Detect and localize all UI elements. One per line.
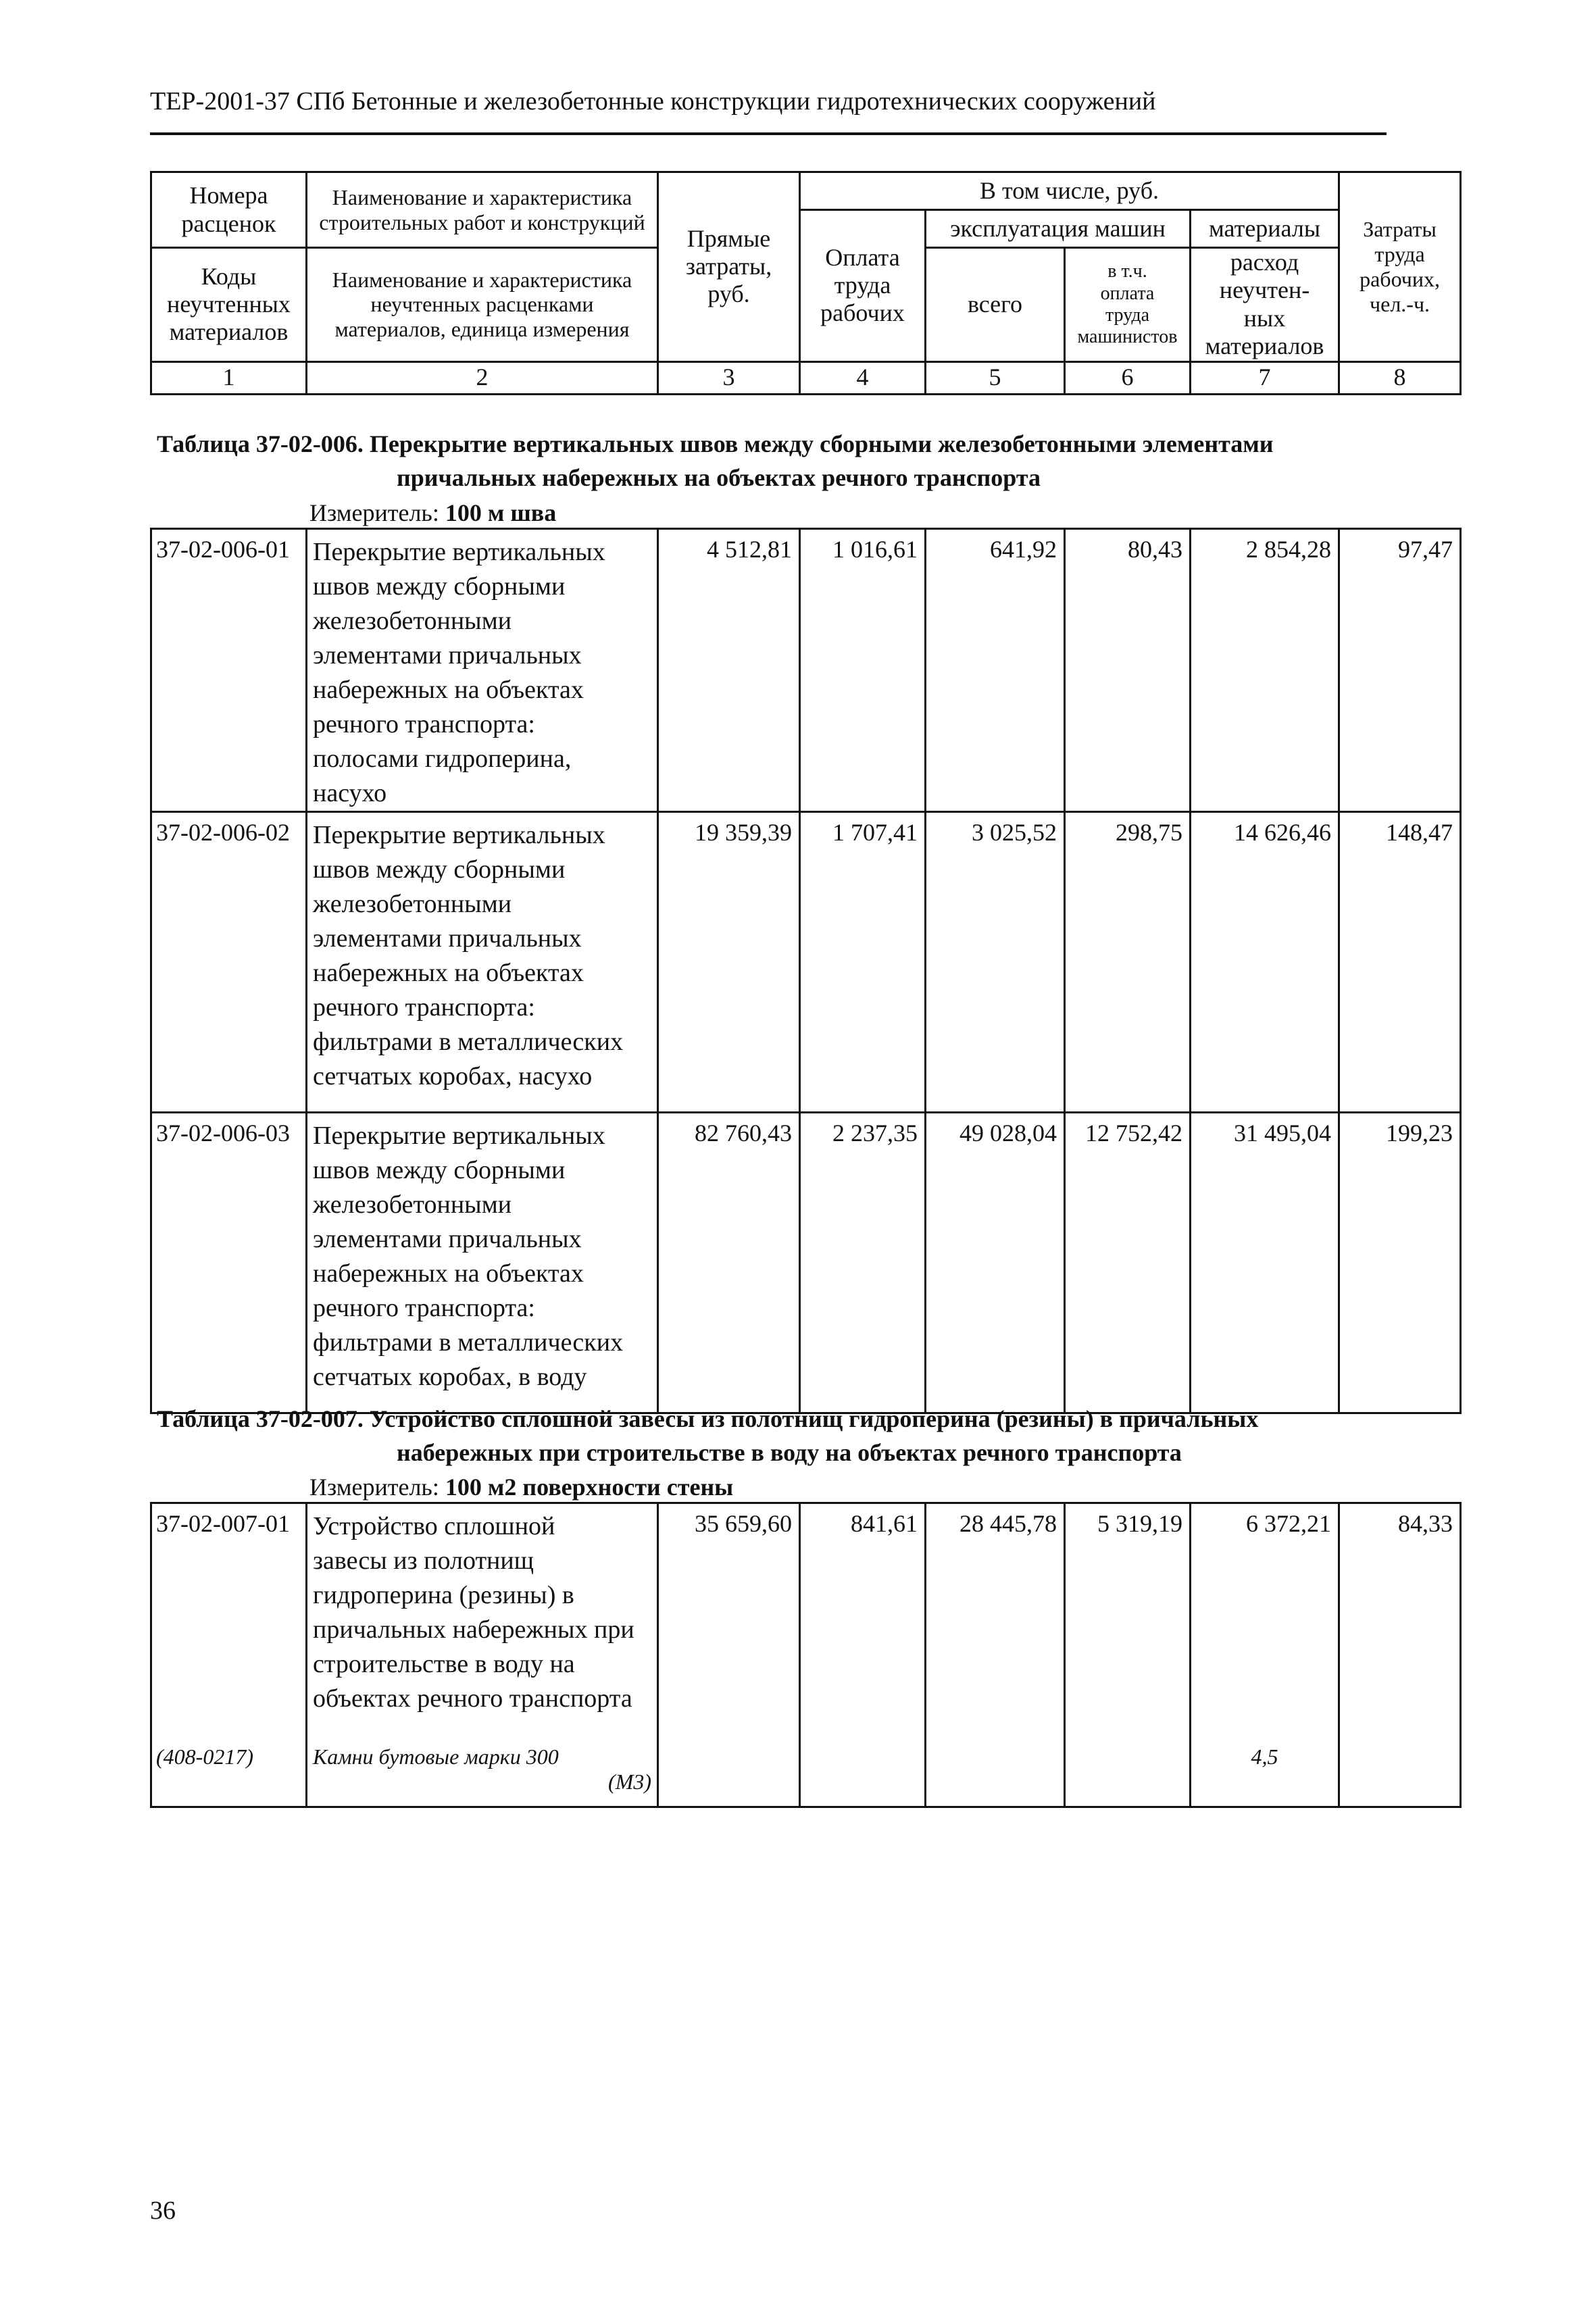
column-number: 6 [1065,361,1191,394]
rate-code: 37-02-007-01 [151,1503,307,1740]
materials-cost: 31 495,04 [1191,1113,1339,1413]
machines-cost: 49 028,04 [926,1113,1065,1413]
col7-header: расход неучтен- ных материалов [1191,248,1339,362]
rate-description: Перекрытие вертикальных швов между сборными железобетонными элементами причальных набережных на объектах речного транспорта: фильтрами в металлических сетчатых коробах, насухо [307,812,658,1113]
rate-code: 37-02-006-03 [151,1113,307,1413]
labor-cost: 841,61 [800,1503,926,1740]
col1-bottom-header: Коды неучтенных материалов [151,248,307,362]
machinists-cost: 12 752,42 [1065,1113,1191,1413]
direct-cost: 4 512,81 [658,529,800,812]
machines-cost: 28 445,78 [926,1503,1065,1740]
labor-hours: 84,33 [1339,1503,1461,1740]
column-number: 8 [1339,361,1461,394]
material-code: (408-0217) [151,1739,307,1807]
caption-line: причальных набережных на объектах речного транспорта [397,464,1041,491]
machinists-cost: 298,75 [1065,812,1191,1113]
page-number: 36 [150,2196,176,2225]
table-006 [150,528,1462,1414]
labor-cost: 1 016,61 [800,529,926,812]
caption-line: Таблица 37-02-007. Устройство сплошной завесы из полотнищ гидроперина (резины) в причальных [157,1405,1259,1432]
header-rule [150,132,1387,135]
caption-line: Таблица 37-02-006. Перекрытие вертикальных швов между сборными железобетонными элементами [157,430,1274,457]
caption-line: набережных при строительстве в воду на объектах речного транспорта [397,1439,1182,1466]
table-row [151,529,1461,812]
empty-cell [658,1739,800,1807]
empty-cell [1065,1739,1191,1807]
direct-cost: 19 359,39 [658,812,800,1113]
material-row [151,1739,1461,1807]
materials-header: материалы [1191,210,1339,248]
machinists-cost: 80,43 [1065,529,1191,812]
rate-code: 37-02-006-01 [151,529,307,812]
empty-cell [800,1739,926,1807]
direct-cost: 35 659,60 [658,1503,800,1740]
table-row [151,1503,1461,1740]
col2-top-header: Наименование и характеристика строительных работ и конструкций [307,172,658,248]
rate-description: Устройство сплошной завесы из полотнищ гидроперина (резины) в причальных набережных при строительстве в воду на объектах речного транспорта [307,1503,658,1740]
col5-header: всего [926,248,1065,362]
materials-cost: 14 626,46 [1191,812,1339,1113]
rate-description: Перекрытие вертикальных швов между сборными железобетонными элементами причальных набережных на объектах речного транспорта: полосами гидроперина, насухо [307,529,658,812]
direct-cost: 82 760,43 [658,1113,800,1413]
table-007-measure: Измеритель: 100 м2 поверхности стены [309,1474,734,1501]
col8-header: Затраты труда рабочих, чел.-ч. [1339,172,1461,362]
labor-hours: 148,47 [1339,812,1461,1113]
column-number: 4 [800,361,926,394]
rate-code: 37-02-006-02 [151,812,307,1113]
materials-cost: 6 372,21 [1191,1503,1339,1740]
labor-cost: 2 237,35 [800,1113,926,1413]
table-row [151,1113,1461,1413]
table-007 [150,1502,1462,1808]
empty-cell [926,1739,1065,1807]
table-006-measure: Измеритель: 100 м шва [309,499,557,526]
column-number: 2 [307,361,658,394]
column-number: 7 [1191,361,1339,394]
machines-cost: 641,92 [926,529,1065,812]
table-007-caption [157,1402,1454,1469]
col3-header: Прямые затраты, руб. [658,172,800,362]
machines-header: эксплуатация машин [926,210,1191,248]
group-header: В том числе, руб. [800,172,1339,210]
col1-top-header: Номера расценок [151,172,307,248]
labor-hours: 97,47 [1339,529,1461,812]
labor-hours: 199,23 [1339,1113,1461,1413]
table-006-caption [157,427,1454,495]
column-header-table [150,171,1462,395]
materials-cost: 2 854,28 [1191,529,1339,812]
labor-cost: 1 707,41 [800,812,926,1113]
page-header: ТЕР-2001-37 СПб Бетонные и железобетонные конструкции гидротехнических сооружений [150,87,1156,116]
material-name: Камни бутовые марки 300 (М3) [307,1739,658,1807]
rate-description: Перекрытие вертикальных швов между сборными железобетонными элементами причальных набережных на объектах речного транспорта: фильтрами в металлических сетчатых коробах, в воду [307,1113,658,1413]
material-unit: (М3) [608,1769,651,1794]
column-number: 5 [926,361,1065,394]
machinists-cost: 5 319,19 [1065,1503,1191,1740]
empty-cell [1339,1739,1461,1807]
material-quantity: 4,5 [1191,1739,1339,1807]
column-number: 1 [151,361,307,394]
col2-bottom-header: Наименование и характеристика неучтенных расценками материалов, единица измерения [307,248,658,362]
col4-header: Оплата труда рабочих [800,210,926,362]
column-number: 3 [658,361,800,394]
table-row [151,812,1461,1113]
col6-header: в т.ч. оплата труда машинистов [1065,248,1191,362]
machines-cost: 3 025,52 [926,812,1065,1113]
